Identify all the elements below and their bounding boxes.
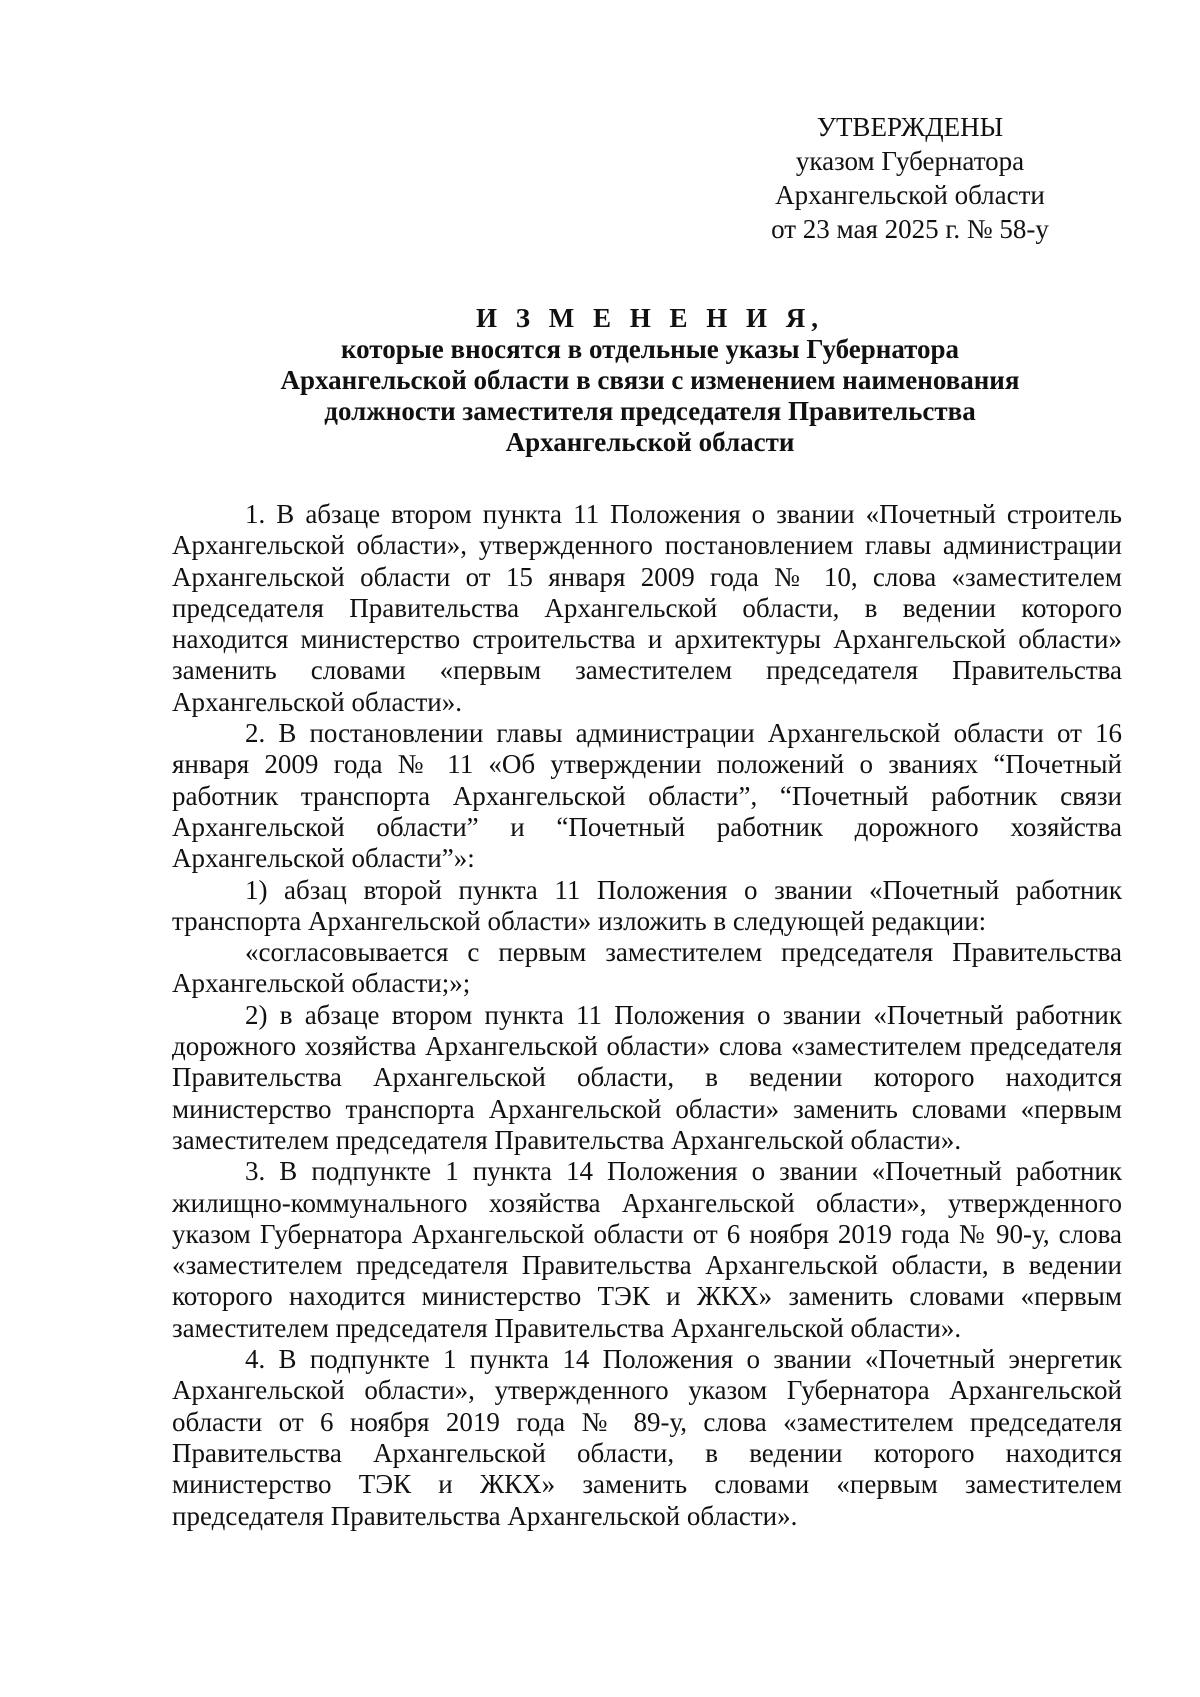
- title-line-3: должности заместителя председателя Правительства: [324, 396, 976, 426]
- paragraph-2-subitem-1-quote: «согласовывается с первым заместителем председателя Правительства Архангельской области;»;: [172, 937, 1122, 999]
- approval-stamp: [740, 110, 1080, 246]
- approval-line-approved: УТВЕРЖДЕНЫ: [816, 112, 1004, 142]
- document-title: [170, 303, 1130, 458]
- paragraph-2-subitem-1: 1) абзац второй пункта 11 Положения о звании «Почетный работник транспорта Архангельской области» изложить в следующей редакции:: [172, 874, 1122, 936]
- title-line-1: которые вносятся в отдельные указы Губернатора: [340, 334, 960, 364]
- title-line-4: Архангельской области: [505, 427, 795, 457]
- title-heading: И З М Е Н Е Н И Я,: [475, 303, 824, 333]
- paragraph-3: 3. В подпункте 1 пункта 14 Положения о звании «Почетный работник жилищно-коммунального хозяйства Архангельской области», утвержденного указом Губернатора Архангельской области от 6 ноября 2019 года № 90-у, слова «заместителем председателя Правительства Архангельской области, в ведении которого находится министерство ТЭК и ЖКХ» заменить словами «первым заместителем председателя Правительства Архангельской области».: [172, 1156, 1122, 1343]
- paragraph-1: 1. В абзаце втором пункта 11 Положения о звании «Почетный строитель Архангельской области», утвержденного постановлением главы администрации Архангельской области от 15 января 2009 года № 10, слова «заместителем председателя Правительства Архангельской области, в ведении которого находится министерство строительства и архитектуры Архангельской области» заменить словами «первым заместителем председателя Правительства Архангельской области».: [172, 499, 1122, 717]
- approval-line-region: Архангельской области: [775, 180, 1045, 210]
- title-line-2: Архангельской области в связи с изменением наименования: [280, 365, 1020, 395]
- approval-line-decree: указом Губернатора: [795, 146, 1025, 176]
- document-body: [172, 499, 1122, 1532]
- paragraph-4: 4. В подпункте 1 пункта 14 Положения о звании «Почетный энергетик Архангельской области», утвержденного указом Губернатора Архангельской области от 6 ноября 2019 года № 89-у, слова «заместителем председателя Правительства Архангельской области, в ведении которого находится министерство ТЭК и ЖКХ» заменить словами «первым заместителем председателя Правительства Архангельской области».: [172, 1344, 1122, 1531]
- paragraph-2: 2. В постановлении главы администрации Архангельской области от 16 января 2009 года № 11 «Об утверждении положений о званиях “Почетный работник транспорта Архангельской области”, “Почетный работник связи Архангельской области” и “Почетный работник дорожного хозяйства Архангельской области”»:: [172, 718, 1122, 874]
- paragraph-2-subitem-2: 2) в абзаце втором пункта 11 Положения о звании «Почетный работник дорожного хозяйства Архангельской области» слова «заместителем председателя Правительства Архангельской области, в ведении которого находится министерство транспорта Архангельской области» заменить словами «первым заместителем председателя Правительства Архангельской области».: [172, 999, 1122, 1155]
- approval-line-date: от 23 мая 2025 г. № 58-у: [771, 214, 1049, 244]
